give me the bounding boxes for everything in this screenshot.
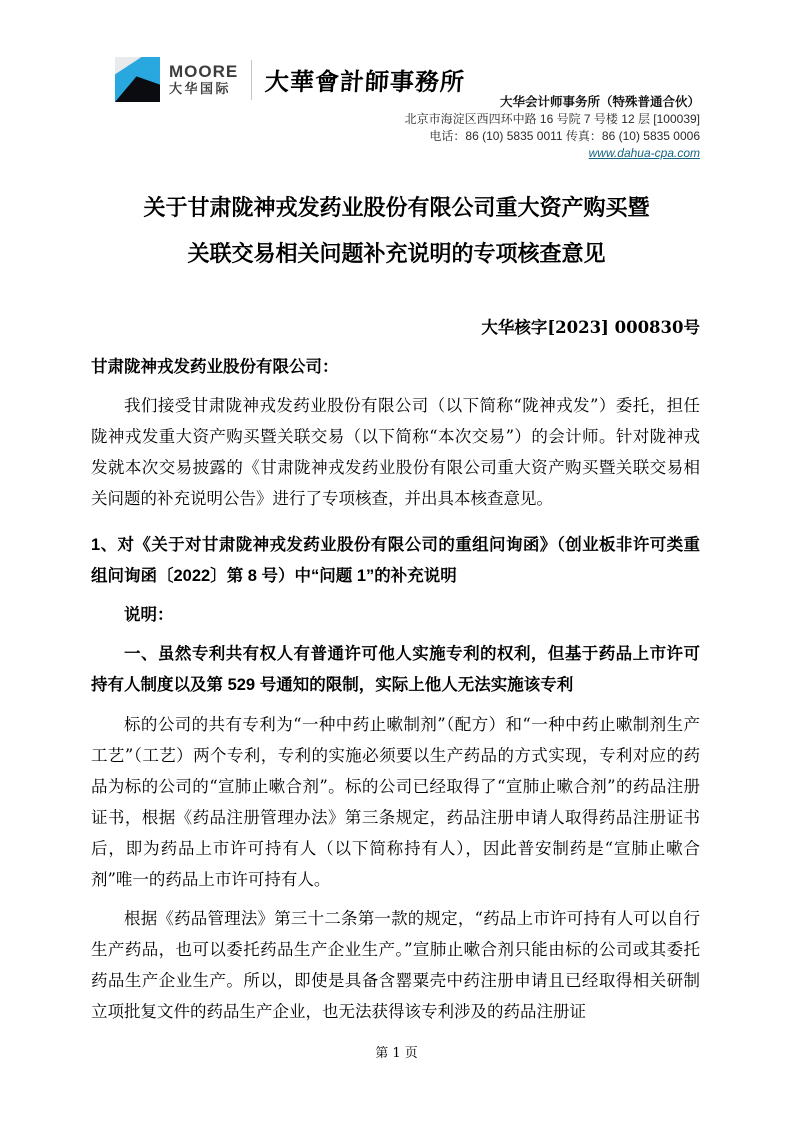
point-1-heading: 一、虽然专利共有权人有普通许可他人实施专利的权利，但基于药品上市许可持有人制度以及第 529 号通知的限制，实际上他人无法实施该专利	[91, 645, 700, 694]
website-link[interactable]: www.dahua-cpa.com	[588, 146, 700, 160]
salutation: 甘肃陇神戎发药业股份有限公司：	[91, 357, 339, 376]
document-body	[91, 351, 700, 1027]
intro-paragraph: 我们接受甘肃陇神戎发药业股份有限公司（以下简称“陇神戎发”）委托，担任陇神戎发重大资产购买暨关联交易（以下简称“本次交易”）的会计师。针对陇神戎发就本次交易披露的《甘肃陇神戎发药业股份有限公司重大资产购买暨关联交易相关问题的补充说明公告》进行了专项核查，并出具本核查意见。	[91, 396, 700, 508]
document-number: 大华核字[2023] 000830号	[481, 318, 700, 337]
firm-name-line: 大华会计师事务所（特殊普通合伙）	[499, 95, 700, 109]
brand-name: MOORE	[169, 62, 239, 81]
explanation-label: 说明：	[124, 606, 174, 624]
section-1-heading: 1、对《关于对甘肃陇神戎发药业股份有限公司的重组问询函》（创业板非许可类重组问询函〔2022〕第 8 号）中“问题 1”的补充说明	[91, 536, 700, 585]
firm-calligraphy: 大華會計師事務所	[264, 67, 466, 96]
brand-text	[169, 62, 238, 97]
brand-divider	[251, 60, 252, 100]
body-paragraph: 标的公司的共有专利为“一种中药止嗽制剂”（配方）和“一种中药止嗽制剂生产工艺”（工艺）两个专利，专利的实施必须要以生产药品的方式实现，专利对应的药品为标的公司的“宣肺止嗽合剂”。标的公司已经取得了“宣肺止嗽合剂”的药品注册证书，根据《药品注册管理办法》第三条规定，药品注册申请人取得药品注册证书后，即为药品上市许可持有人（以下简称持有人），因此普安制药是“宣肺止嗽合剂”唯一的药品上市许可持有人。	[91, 715, 700, 889]
address-line: 北京市海淀区西四环中路 16 号院 7 号楼 12 层 [100039]	[404, 112, 700, 126]
title-line-2: 关联交易相关问题补充说明的专项核查意见	[187, 241, 606, 266]
page-number: 第 1 页	[375, 1046, 418, 1061]
document-title	[0, 185, 793, 277]
title-line-1: 关于甘肃陇神戎发药业股份有限公司重大资产购买暨	[143, 195, 650, 220]
letterhead-address	[405, 94, 700, 162]
body-paragraph: 根据《药品管理法》第三十二条第一款的规定，“药品上市许可持有人可以自行生产药品，也可以委托药品生产企业生产。”宣肺止嗽合剂只能由标的公司或其委托药品生产企业生产。所以，即使是具备含罂粟壳中药注册申请且已经取得相关研制立项批复文件的药品生产企业，也无法获得该专利涉及的药品注册证	[91, 909, 700, 1021]
brand-subtitle: 大华国际	[169, 81, 232, 96]
phone-fax-line: 电话：86 (10) 5835 0011 传真：86 (10) 5835 0006	[429, 128, 700, 143]
moore-logo-icon	[115, 57, 160, 102]
